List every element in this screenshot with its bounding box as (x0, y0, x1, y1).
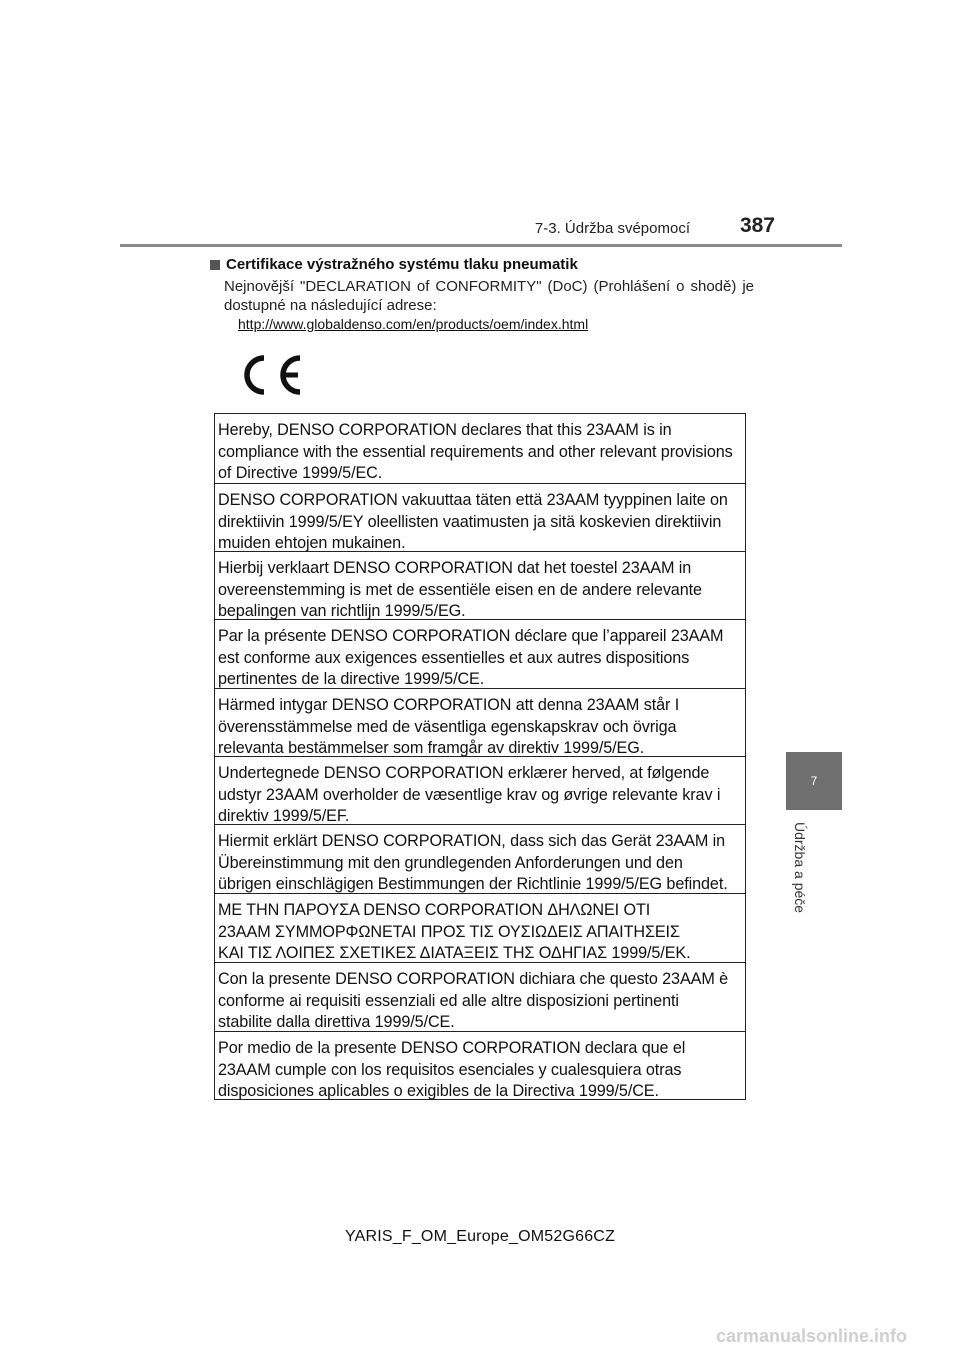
declaration-line: Hiermit erklärt DENSO CORPORATION, dass sich das Gerät 23AAM in (218, 832, 726, 850)
section-title: Certifikace výstražného systému tlaku pneumatik (226, 256, 578, 273)
declaration-line: direktiivin 1999/5/EY oleellisten vaatimusten ja sitä koskevien direktiivin (218, 512, 722, 531)
declaration-line: udstyr 23AAM overholder de væsentlige krav og øvrige relevante krav i (218, 785, 721, 804)
page-number: 387 (739, 214, 775, 237)
declaration-line: bepalingen van richtlijn 1999/5/EG. (218, 602, 466, 620)
declaration-table (214, 413, 746, 1100)
declaration-line: overeenstemming is met de essentiële eisen en de andere relevante (218, 580, 702, 599)
declaration-line: compliance with the essential requirements and other relevant provisions (218, 442, 733, 461)
declaration-cell (215, 551, 745, 619)
declaration-line: Übereinstimmung mit den grundlegenden Anforderungen und den (218, 853, 683, 872)
declaration-line: DENSO CORPORATION vakuuttaa täten että 23AAM tyyppinen laite on (218, 491, 728, 509)
declaration-line: överensstämmelse med de väsentliga egenskapskrav och övriga (218, 717, 677, 736)
section-heading (210, 256, 578, 273)
chapter-number: 7 (810, 774, 818, 788)
declaration-cell (215, 1031, 745, 1099)
declaration-line: disposiciones aplicables o exigibles de la Directiva 1999/5/CE. (218, 1082, 659, 1100)
declaration-cell (215, 824, 745, 893)
declaration-line: Con la presente DENSO CORPORATION dichiara che questo 23AAM è (218, 970, 729, 988)
declaration-line: Por medio de la presente DENSO CORPORATION declara que el (218, 1039, 686, 1057)
watermark: carmanualsonline.info (716, 1326, 908, 1346)
declaration-cell (215, 688, 745, 756)
declaration-cell (215, 893, 745, 962)
conformity-url-link[interactable]: http://www.globaldenso.com/en/products/oem/index.html (238, 316, 589, 332)
declaration-line: Undertegnede DENSO CORPORATION erklærer herved, at følgende (218, 764, 710, 782)
declaration-line: of Directive 1999/5/EC. (218, 464, 383, 482)
declaration-line: ΚΑΙ ΤΙΣ ΛΟΙΠΕΣ ΣΧΕΤΙΚΕΣ ΔΙΑΤΑΞΕΙΣ ΤΗΣ ΟΔΗΓΙΑΣ 1999/5/ΕΚ. (218, 944, 691, 962)
section-body: Nejnovější "DECLARATION of CONFORMITY" (DoC) (Prohlášení o shodě) je dostupné na následující adrese: (224, 278, 754, 314)
declaration-line: pertinentes de la directive 1999/5/CE. (218, 670, 485, 688)
chapter-label: Údržba a péče (792, 822, 808, 914)
declaration-cell (215, 414, 745, 483)
declaration-line: muiden ehtojen mukainen. (218, 534, 406, 552)
declaration-line: Hereby, DENSO CORPORATION declares that this 23AAM is in (218, 421, 672, 439)
declaration-line: direktiv 1999/5/EF. (218, 807, 350, 825)
declaration-line: Hierbij verklaart DENSO CORPORATION dat het toestel 23AAM in (218, 559, 692, 577)
declaration-line: Härmed intygar DENSO CORPORATION att denna 23AAM står I (218, 696, 680, 714)
declaration-cell (215, 619, 745, 688)
declaration-line: est conforme aux exigences essentielles et aux autres dispositions (218, 648, 690, 667)
declaration-line: 23AAM cumple con los requisitos esenciales y cualesquiera otras (218, 1060, 682, 1079)
header-divider (120, 244, 842, 247)
declaration-line: conforme ai requisiti essenziali ed alle altre disposizioni pertinenti (218, 991, 679, 1010)
declaration-cell (215, 483, 745, 551)
declaration-line: übrigen einschlägigen Bestimmungen der Richtlinie 1999/5/EG befindet. (218, 875, 728, 893)
declaration-line: stabilite dalla direttiva 1999/5/CE. (218, 1013, 455, 1031)
footer-doc-id: YARIS_F_OM_Europe_OM52G66CZ (344, 1228, 616, 1245)
square-bullet-icon (210, 260, 220, 270)
declaration-cell (215, 756, 745, 824)
declaration-line: Par la présente DENSO CORPORATION déclare que l’appareil 23AAM (218, 627, 724, 645)
declaration-line: 23AAM ΣΥΜΜΟΡΦΩΝΕΤΑΙ ΠΡΟΣ ΤΙΣ ΟΥΣΙΩΔΕΙΣ ΑΠΑΙΤΗΣΕΙΣ (218, 922, 680, 941)
declaration-line: relevanta bestämmelser som framgår av direktiv 1999/5/EG. (218, 739, 645, 757)
ce-mark-icon (238, 352, 308, 398)
chapter-tab[interactable] (786, 752, 842, 810)
declaration-line: ΜΕ ΤΗΝ ΠΑΡΟΥΣΑ DENSO CORPORATION ΔΗΛΩΝΕΙ ΟΤΙ (218, 901, 651, 919)
header-section-title: 7-3. Údržba svépomocí (534, 220, 690, 237)
declaration-cell (215, 962, 745, 1031)
